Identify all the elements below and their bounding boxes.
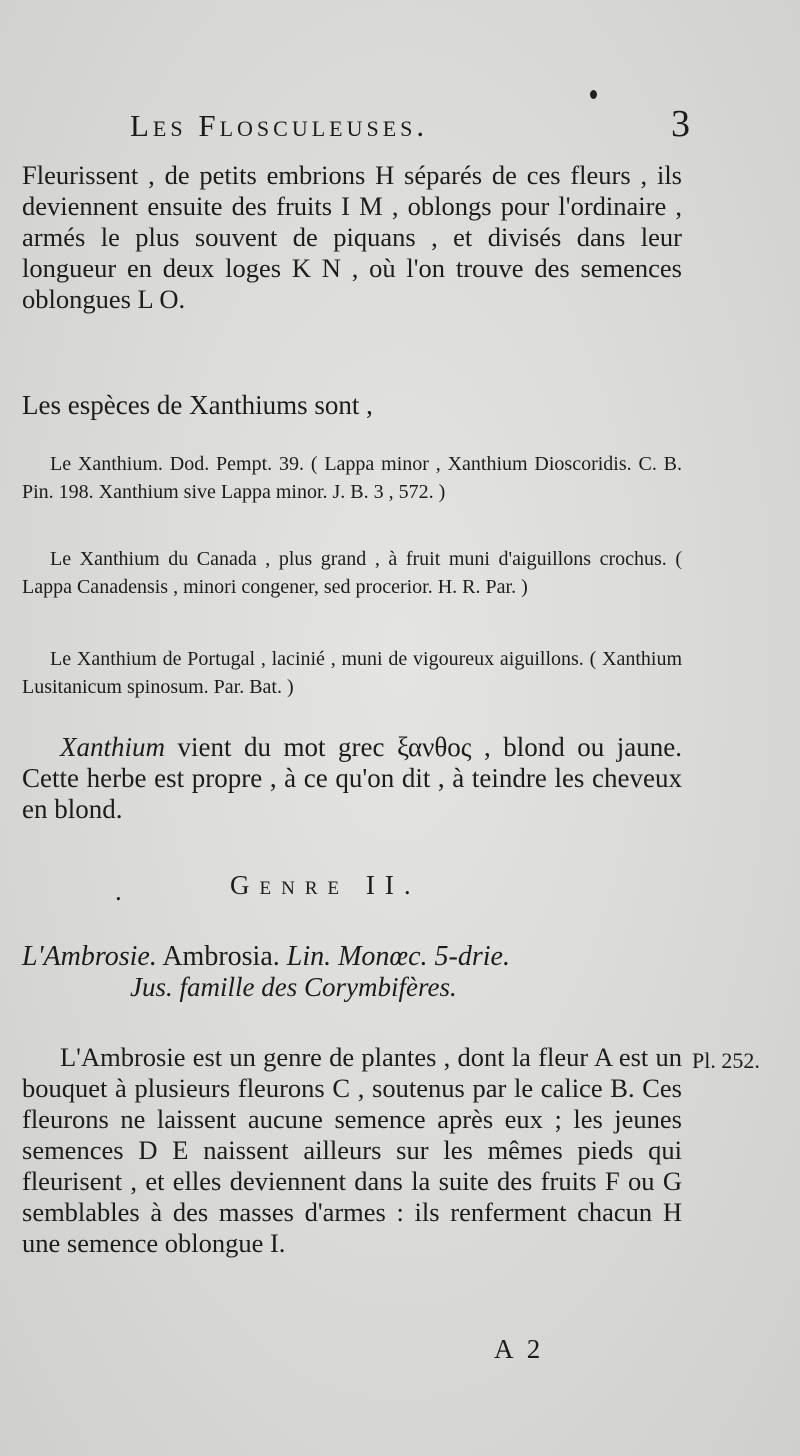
species-item-1: Le Xanthium. Dod. Pempt. 39. ( Lappa minor , Xanthium Dioscoridis. C. B. Pin. 198. Xanthium sive Lappa minor. J. B. 3 , 572. ) [22,453,682,503]
page-header [130,103,690,148]
paragraph-etymology [22,732,682,825]
species-item-3: Le Xanthium de Portugal , lacinié , muni de vigoureux aiguillons. ( Xanthium Lusitanicum spinosum. Par. Bat. ) [22,648,682,698]
ambrosie-name: L'Ambrosie. [22,941,157,972]
running-title: Les Flosculeuses. [130,108,429,143]
ink-dot [590,90,597,99]
genre-dot: . [115,876,122,906]
etymology-term: Xanthium [60,732,165,762]
species-item-2: Le Xanthium du Canada , plus grand , à fruit muni d'aiguillons crochus. ( Lappa Canadensis , minori congener, sed procerior. H. R. Par. ) [22,548,682,598]
ambrosie-latin: Ambrosia. [156,941,287,972]
signature-mark: A 2 [494,1334,545,1364]
genre-heading: Genre II. [230,870,421,900]
page-number: 3 [671,103,690,145]
ambrosie-title [22,940,682,974]
species-heading: Les espèces de Xanthiums sont , [22,390,373,420]
ambrosie-subtitle: Jus. famille des Corymbifères. [130,972,457,1002]
etymology-text: vient du mot grec ξανθος , blond ou jaune. Cette herbe est propre , à ce qu'on dit , à teindre les cheveux en blond. [22,732,682,824]
plate-reference: Pl. 252. [692,1048,760,1073]
paragraph-fruits: Fleurissent , de petits embrions H séparés de ces fleurs , ils deviennent ensuite des fruits I M , oblongs pour l'ordinaire , armés le plus souvent de piquans , et divisés dans leur longueur en deux loges K N , où l'on trouve des semences oblongues L O. [22,160,682,314]
ambrosie-classification: Lin. Monœc. 5-drie. [286,941,510,972]
paragraph-ambrosie: L'Ambrosie est un genre de plantes , dont la fleur A est un bouquet à plusieurs fleurons C , soutenus par le calice B. Ces fleurons ne laissent aucune semence après eux ; les jeunes semences D E naissent ailleurs sur les mêmes pieds qui fleurisent , et elles deviennent dans la suite des fruits F ou G semblables à des masses d'armes : ils renferment chacun H une semence oblongue I. [22,1042,682,1258]
